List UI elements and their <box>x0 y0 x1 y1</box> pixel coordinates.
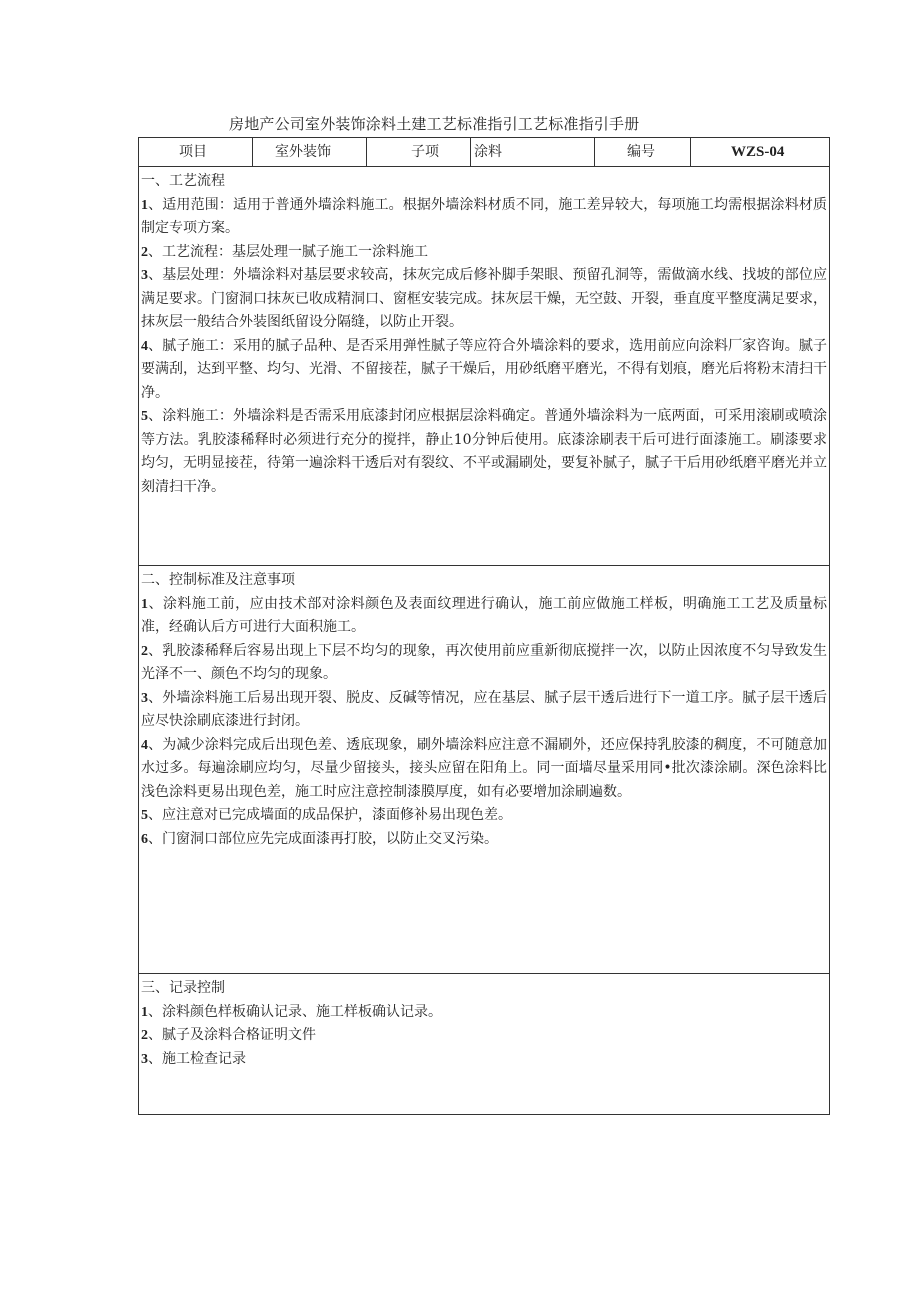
item-label: 项目 <box>139 138 253 166</box>
list-item: 5、涂料施工：外墙涂料是否需采用底漆封闭应根据层涂料确定。普通外墙涂料为一底两面，可采用滚刷或喷涂等方法。乳胶漆稀释时必须进行充分的搅拌，静止10分钟后使用。底漆涂刷表干后可进行面漆施工。刷漆要求均匀，无明显接茬，待第一遍涂料干透后对有裂纹、不平或漏刷处，要复补腻子，腻子干后用砂纸磨平磨光并立刻清扫干净。 <box>141 408 827 495</box>
list-item: 4、为减少涂料完成后出现色差、透底现象，刷外墙涂料应注意不漏刷外，还应保持乳胶漆的稠度，不可随意加水过多。每遍涂刷应均匀，尽量少留接头，接头应留在阳角上。同一面墙尽量采用同•批次漆涂刷。深色涂料比浅色涂料更易出现色差，施工时应注意控制漆膜厚度，如有必要增加涂刷遍数。 <box>141 736 827 800</box>
section-heading: 三、记录控制 <box>141 980 225 996</box>
list-item: 3、施工检查记录 <box>141 1050 246 1067</box>
list-item: 2、工艺流程：基层处理一腻子施工一涂料施工 <box>141 243 428 260</box>
section-record-control <box>139 974 829 1114</box>
sub-item-value: 涂料 <box>471 138 595 166</box>
item-value: 室外装饰 <box>253 138 367 166</box>
document-title: 房地产公司室外装饰涂料土建工艺标准指引工艺标准指引手册 <box>229 115 640 133</box>
list-item: 2、乳胶漆稀释后容易出现上下层不均匀的现象，再次使用前应重新彻底搅拌一次，以防止因浓度不匀导致发生光泽不一、颜色不均匀的现象。 <box>141 642 827 682</box>
list-item: 2、腻子及涂料合格证明文件 <box>141 1027 316 1043</box>
section-heading: 二、控制标准及注意事项 <box>141 572 295 588</box>
list-item: 3、基层处理：外墙涂料对基层要求较高，抹灰完成后修补脚手架眼、预留孔洞等，需做滴水线、找坡的部位应满足要求。门窗洞口抹灰已收成精洞口、窗框安装完成。抹灰层干燥，无空鼓、开裂，垂直度平整度满足要求，抹灰层一般结合外装图纸留设分隔缝，以防止开裂。 <box>141 267 827 330</box>
list-item: 1、适用范围：适用于普通外墙涂料施工。根据外墙涂料材质不同，施工差异较大，每项施工均需根据涂料材质制定专项方案。 <box>141 196 827 236</box>
list-item: 4、腻子施工：采用的腻子品种、是否采用弹性腻子等应符合外墙涂料的要求，选用前应向涂料厂家咨询。腻子要满刮，达到平整、均匀、光滑、不留接茬，腻子干燥后，用砂纸磨平磨光，不得有划痕，磨光后将粉末清扫干净。 <box>141 337 827 401</box>
sub-item-label: 子项 <box>367 138 471 166</box>
section-process-flow <box>139 167 829 566</box>
section-control-standards <box>139 566 829 974</box>
list-item: 1、涂料颜色样板确认记录、施工样板确认记录。 <box>141 1003 442 1020</box>
list-item: 3、外墙涂料施工后易出现开裂、脱皮、反碱等情况，应在基层、腻子层干透后进行下一道工序。腻子层干透后应尽快涂刷底漆进行封闭。 <box>141 689 827 729</box>
code-label: 编号 <box>595 138 691 166</box>
section-heading: 一、工艺流程 <box>141 173 225 189</box>
process-standard-form <box>138 137 830 1115</box>
list-item: 5、应注意对已完成墙面的成品保护，漆面修补易出现色差。 <box>141 807 512 823</box>
list-item: 1、涂料施工前，应由技术部对涂料颜色及表面纹理进行确认，施工前应做施工样板，明确施工工艺及质量标准，经确认后方可进行大面积施工。 <box>141 595 827 635</box>
form-header-row <box>139 138 829 167</box>
code-value: WZS-04 <box>731 144 785 160</box>
list-item: 6、门窗洞口部位应先完成面漆再打胶，以防止交叉污染。 <box>141 830 498 847</box>
